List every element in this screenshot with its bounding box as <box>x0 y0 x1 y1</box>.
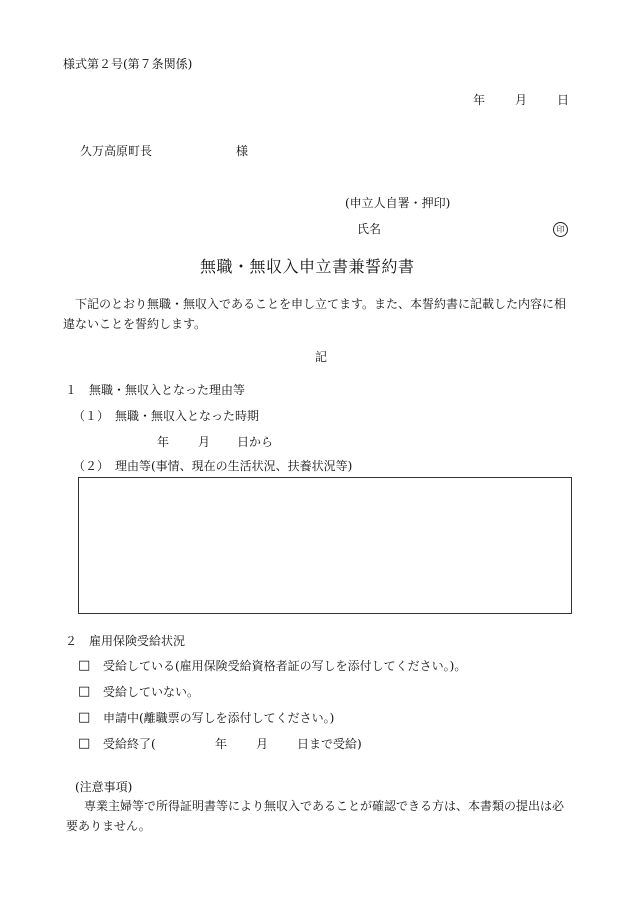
document-title: 無職・無収入申立書兼誓約書 <box>200 257 415 276</box>
section1-item1-label: （１） 無職・無収入となった時期 <box>73 409 260 423</box>
item1-month-label: 月 <box>198 435 211 449</box>
date-year-label: 年 <box>473 93 486 107</box>
option-label: 申請中(離職票の写しを添付してください。) <box>103 711 335 725</box>
ended-prefix: 受給終了( <box>103 737 156 751</box>
item1-year-label: 年 <box>157 435 170 449</box>
item1-day-from-label: 日から <box>237 435 274 449</box>
ended-year-label: 年 <box>215 737 228 751</box>
ended-suffix: 日まで受給) <box>297 737 362 751</box>
option-label: 受給している(雇用保険受給資格者証の写しを添付してください。)。 <box>103 659 467 673</box>
intro-paragraph: 下記のとおり無職・無収入であることを申し立てます。また、本誓約書に記載した内容に相違ないことを誓約します。 <box>63 297 567 331</box>
ki-heading: 記 <box>315 350 328 364</box>
option-label: 受給していない。 <box>103 685 200 699</box>
signature-note: (申立人自署・押印) <box>345 196 451 210</box>
checkbox-icon[interactable]: □ <box>78 736 91 751</box>
notes-text: 専業主婦等で所得証明書等により無収入であることが確認できる方は、本書類の提出は必要ありません。 <box>66 799 565 833</box>
checkbox-icon[interactable]: □ <box>78 658 91 673</box>
recipient-honorific: 様 <box>236 144 249 158</box>
section1-heading: １ 無職・無収入となった理由等 <box>65 383 246 397</box>
applicant-name-label: 氏名 <box>357 222 382 236</box>
checkbox-icon[interactable]: □ <box>78 710 91 725</box>
section2-heading: ２ 雇用保険受給状況 <box>65 634 186 648</box>
reason-text-box[interactable] <box>78 477 572 614</box>
form-code: 様式第２号(第７条関係) <box>63 57 193 71</box>
recipient-name: 久万高原町長 <box>80 144 153 158</box>
ended-month-label: 月 <box>256 737 269 751</box>
seal-mark: 印 <box>553 222 568 237</box>
notes-heading: (注意事項) <box>75 780 133 794</box>
checkbox-icon[interactable]: □ <box>78 684 91 699</box>
date-month-label: 月 <box>515 93 528 107</box>
section1-item2-label: （２） 理由等(事情、現在の生活状況、扶養状況等) <box>73 459 353 473</box>
date-day-label: 日 <box>557 93 570 107</box>
